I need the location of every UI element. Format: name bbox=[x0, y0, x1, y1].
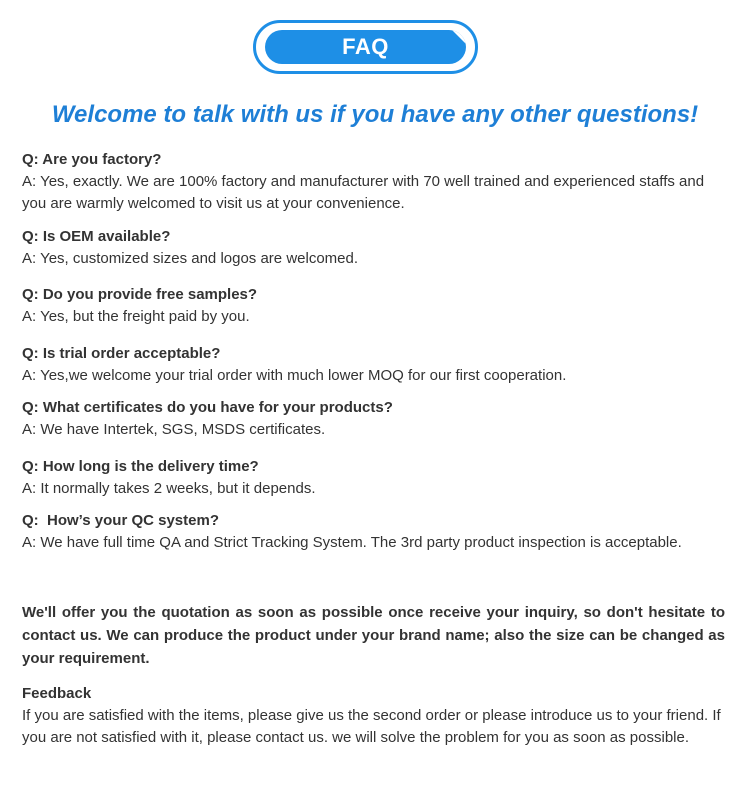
feedback-title: Feedback bbox=[22, 685, 92, 702]
faq-item bbox=[22, 284, 725, 328]
faq-answer: A: Yes, but the freight paid by you. bbox=[22, 308, 250, 325]
faq-answer: A: We have full time QA and Strict Tracking System. The 3rd party product inspection is acceptable. bbox=[22, 534, 682, 551]
faq-question: Q: What certificates do you have for your products? bbox=[22, 399, 393, 416]
faq-answer: A: It normally takes 2 weeks, but it depends. bbox=[22, 480, 316, 497]
quotation-notice: We'll offer you the quotation as soon as possible once receive your inquiry, so don't hesitate to contact us. We can produce the product under your brand name; also the size can be changed as your requirement. bbox=[22, 604, 725, 667]
faq-item bbox=[22, 510, 725, 554]
faq-answer: A: We have Intertek, SGS, MSDS certificates. bbox=[22, 421, 326, 438]
faq-badge-pill bbox=[265, 30, 466, 64]
faq-question: Q: Are you factory? bbox=[22, 151, 162, 168]
faq-badge-label: FAQ bbox=[342, 34, 389, 59]
faq-question: Q: Do you provide free samples? bbox=[22, 286, 258, 303]
faq-item bbox=[22, 456, 725, 500]
faq-item bbox=[22, 226, 725, 270]
faq-item bbox=[22, 397, 725, 441]
faq-question: Q: Is trial order acceptable? bbox=[22, 345, 221, 362]
faq-question: Q: How’s your QC system? bbox=[22, 512, 219, 529]
faq-question: Q: How long is the delivery time? bbox=[22, 458, 259, 475]
faq-question: Q: Is OEM available? bbox=[22, 228, 171, 245]
feedback-body: If you are satisfied with the items, please give us the second order or please introduce us to your friend. If you are not satisfied with it, please contact us. we will solve the problem for you as soon as possible. bbox=[22, 707, 721, 746]
faq-answer: A: Yes,we welcome your trial order with much lower MOQ for our first cooperation. bbox=[22, 367, 567, 384]
faq-answer: A: Yes, exactly. We are 100% factory and manufacturer with 70 well trained and experienced staffs and you are warmly welcomed to visit us at your convenience. bbox=[22, 173, 705, 212]
faq-item bbox=[22, 149, 725, 215]
faq-item bbox=[22, 343, 725, 387]
faq-answer: A: Yes, customized sizes and logos are welcomed. bbox=[22, 250, 359, 267]
faq-badge bbox=[253, 20, 478, 74]
feedback-section bbox=[22, 683, 725, 749]
page-headline: Welcome to talk with us if you have any other questions! bbox=[51, 101, 699, 128]
